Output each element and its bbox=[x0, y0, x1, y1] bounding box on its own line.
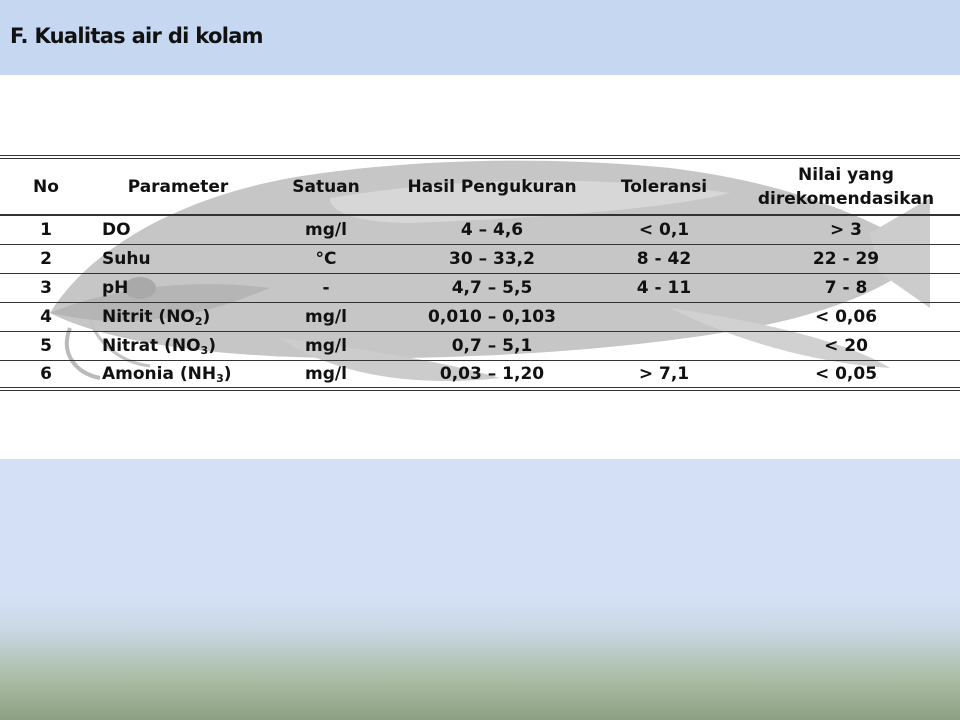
parameter-name: Suhu bbox=[102, 248, 151, 269]
cell-hasil: 4 – 4,6 bbox=[388, 215, 596, 244]
water-quality-table bbox=[0, 155, 960, 391]
title-band bbox=[0, 0, 960, 75]
parameter-name: DO bbox=[102, 219, 131, 240]
header-nilai-direkomendasikan: Nilai yang direkomendasikan bbox=[732, 157, 960, 215]
cell-hasil: 0,010 – 0,103 bbox=[388, 302, 596, 331]
water-quality-table-wrap bbox=[0, 155, 960, 391]
cell-parameter bbox=[92, 360, 264, 389]
cell-nilai: 22 - 29 bbox=[732, 244, 960, 273]
cell-no: 5 bbox=[0, 331, 92, 360]
cell-satuan: mg/l bbox=[264, 215, 388, 244]
header-hasil-pengukuran: Hasil Pengukuran bbox=[388, 157, 596, 215]
cell-satuan: - bbox=[264, 273, 388, 302]
cell-satuan: mg/l bbox=[264, 331, 388, 360]
cell-satuan: mg/l bbox=[264, 360, 388, 389]
cell-no: 2 bbox=[0, 244, 92, 273]
cell-nilai: 7 - 8 bbox=[732, 273, 960, 302]
cell-nilai: < 0,06 bbox=[732, 302, 960, 331]
table-row bbox=[0, 302, 960, 331]
cell-no: 3 bbox=[0, 273, 92, 302]
cell-hasil: 4,7 – 5,5 bbox=[388, 273, 596, 302]
cell-parameter bbox=[92, 244, 264, 273]
cell-nilai: > 3 bbox=[732, 215, 960, 244]
header-satuan: Satuan bbox=[264, 157, 388, 215]
header-parameter: Parameter bbox=[92, 157, 264, 215]
cell-parameter bbox=[92, 331, 264, 360]
cell-satuan: mg/l bbox=[264, 302, 388, 331]
bottom-gradient-band bbox=[0, 459, 960, 720]
table-row bbox=[0, 273, 960, 302]
parameter-name: Nitrat (NO bbox=[102, 335, 201, 356]
cell-toleransi: < 0,1 bbox=[596, 215, 732, 244]
cell-no: 6 bbox=[0, 360, 92, 389]
cell-hasil: 0,7 – 5,1 bbox=[388, 331, 596, 360]
cell-toleransi: 4 - 11 bbox=[596, 273, 732, 302]
cell-no: 1 bbox=[0, 215, 92, 244]
parameter-suffix: ) bbox=[208, 335, 216, 356]
header-toleransi: Toleransi bbox=[596, 157, 732, 215]
slide-title: F. Kualitas air di kolam bbox=[10, 24, 263, 48]
parameter-suffix: ) bbox=[202, 306, 211, 327]
table-row bbox=[0, 244, 960, 273]
cell-nilai: < 0,05 bbox=[732, 360, 960, 389]
parameter-subscript: 2 bbox=[194, 314, 203, 328]
cell-no: 4 bbox=[0, 302, 92, 331]
header-no: No bbox=[0, 157, 92, 215]
table-row bbox=[0, 215, 960, 244]
table-header-row bbox=[0, 157, 960, 215]
cell-hasil: 30 – 33,2 bbox=[388, 244, 596, 273]
cell-satuan: °C bbox=[264, 244, 388, 273]
cell-parameter bbox=[92, 215, 264, 244]
cell-toleransi: > 7,1 bbox=[596, 360, 732, 389]
cell-nilai: < 20 bbox=[732, 331, 960, 360]
cell-hasil: 0,03 – 1,20 bbox=[388, 360, 596, 389]
table-row bbox=[0, 360, 960, 389]
cell-toleransi bbox=[596, 331, 732, 360]
parameter-name: Amonia (NH bbox=[102, 363, 217, 384]
cell-toleransi: 8 - 42 bbox=[596, 244, 732, 273]
parameter-name: pH bbox=[102, 277, 129, 298]
parameter-subscript: 3 bbox=[216, 371, 224, 385]
parameter-subscript: 3 bbox=[200, 343, 209, 357]
table-row bbox=[0, 331, 960, 360]
cell-parameter bbox=[92, 273, 264, 302]
parameter-suffix: ) bbox=[223, 363, 232, 384]
cell-toleransi bbox=[596, 302, 732, 331]
parameter-name: Nitrit (NO bbox=[102, 306, 195, 327]
cell-parameter bbox=[92, 302, 264, 331]
